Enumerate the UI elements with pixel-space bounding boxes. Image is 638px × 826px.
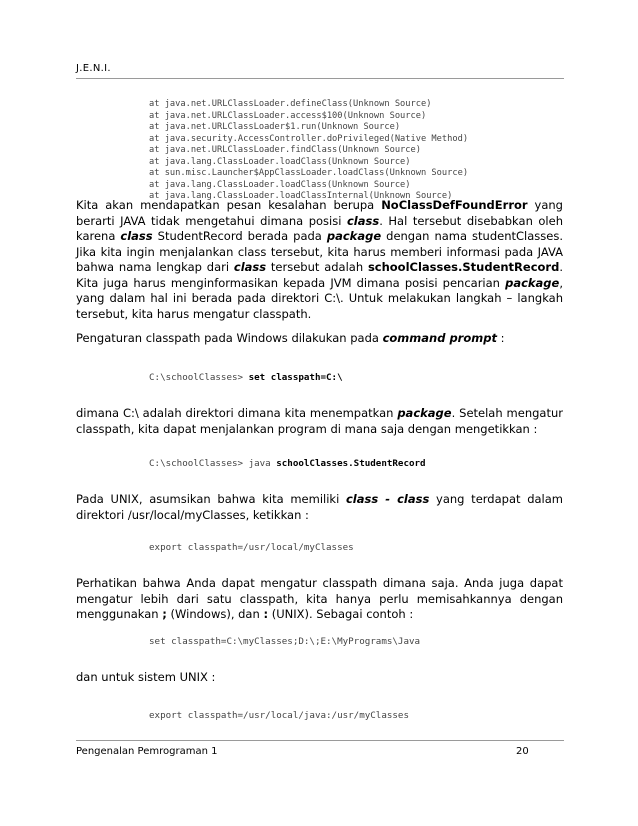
stack-trace-block — [149, 99, 468, 203]
running-header: J.E.N.I. — [76, 63, 111, 74]
stack-line: at java.net.URLClassLoader.defineClass(Unknown Source) — [149, 99, 432, 109]
stack-line: at sun.misc.Launcher$AppClassLoader.loadClass(Unknown Source) — [149, 168, 469, 178]
stack-line: at java.net.URLClassLoader$1.run(Unknown Source) — [149, 122, 401, 132]
stack-line: at java.lang.ClassLoader.loadClassInternal(Unknown Source) — [149, 191, 453, 201]
paragraph-windows-classpath: Pengaturan classpath pada Windows dilakukan pada command prompt : — [76, 331, 505, 345]
paragraph-error-explanation: Kita akan mendapatkan pesan kesalahan berupa NoClassDefFoundError yang berarti JAVA tidak mengetahui dimana posisi class. Hal tersebut disebabkan oleh karena class StudentRecord berada pada package dengan nama studentClasses. Jika kita ingin menjalankan class tersebut, kita harus memberi informasi pada JAVA bahwa nama lengkap dari class tersebut adalah schoolClasses.StudentRecord. Kita juga harus menginformasikan kepada JVM dimana posisi pencarian package, yang dalam hal ini berada pada direktori C:\. Untuk melakukan langkah – langkah tersebut, kita harus mengatur classpath. — [76, 198, 563, 321]
page-number: 20 — [516, 746, 529, 757]
code-set-classpath-windows: C:\schoolClasses> set classpath=C:\ — [149, 372, 343, 383]
footer-rule — [76, 740, 564, 741]
code-export-unix: export classpath=/usr/local/myClasses — [149, 542, 354, 553]
code-export-multiple-unix: export classpath=/usr/local/java:/usr/myClasses — [149, 710, 409, 721]
stack-line: at java.lang.ClassLoader.loadClass(Unknown Source) — [149, 156, 411, 167]
stack-line: at java.net.URLClassLoader.access$100(Unknown Source) — [149, 110, 427, 121]
stack-line: at java.lang.ClassLoader.loadClass(Unknown Source) — [149, 179, 411, 190]
paragraph-unix-system: dan untuk sistem UNIX : — [76, 670, 216, 684]
paragraph-run-anywhere: dimana C:\ adalah direktori dimana kita menempatkan package. Setelah mengatur classpath, kita dapat menjalankan program di mana saja dengan mengetikkan : — [76, 406, 563, 436]
stack-line: at java.security.AccessController.doPrivileged(Native Method) — [149, 133, 469, 144]
footer-title: Pengenalan Pemrograman 1 — [76, 746, 218, 757]
paragraph-multiple-classpath: Perhatikan bahwa Anda dapat mengatur classpath dimana saja. Anda juga dapat mengatur lebih dari satu classpath, kita hanya perlu memisahkannya dengan menggunakan ; (Windows), dan : (UNIX). Sebagai contoh : — [76, 576, 563, 621]
code-run-java: C:\schoolClasses> java schoolClasses.StudentRecord — [149, 458, 426, 469]
header-rule — [76, 78, 564, 79]
paragraph-unix: Pada UNIX, asumsikan bahwa kita memiliki class - class yang terdapat dalam direktori /usr/local/myClasses, ketikkan : — [76, 492, 564, 522]
code-set-multiple-windows: set classpath=C:\myClasses;D:\;E:\MyPrograms\Java — [149, 636, 421, 647]
stack-line: at java.net.URLClassLoader.findClass(Unknown Source) — [149, 145, 421, 155]
